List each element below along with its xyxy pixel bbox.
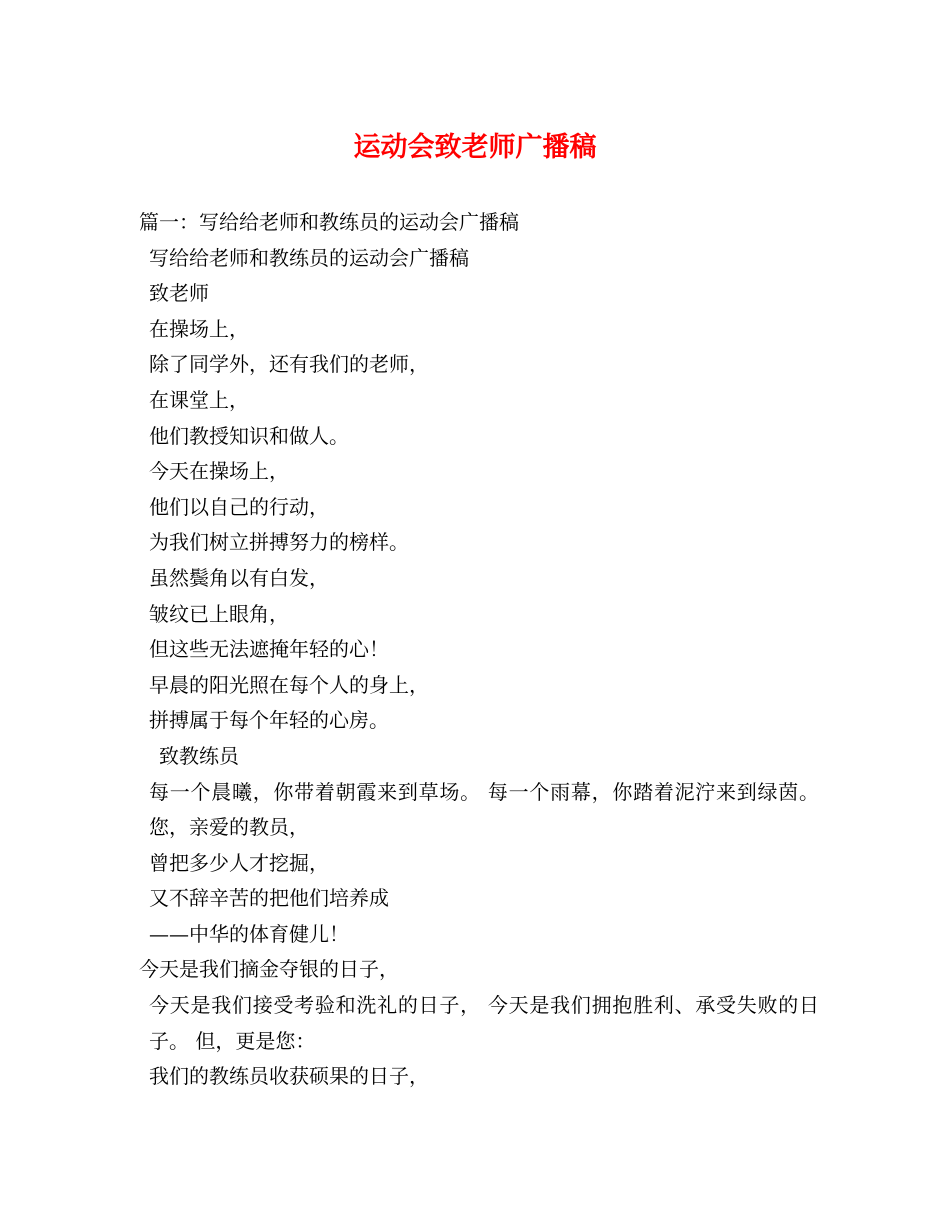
paragraph-line: 但这些无法遮掩年轻的心！ [149,637,389,662]
paragraph-line: 在操场上， [149,316,249,341]
paragraph-line: 我们的教练员收获硕果的日子， [149,1064,429,1089]
paragraph-line: 他们以自己的行动， [149,494,329,519]
paragraph-line: 虽然鬓角以有白发， [149,565,329,590]
subtitle-line: 写给给老师和教练员的运动会广播稿 [149,245,469,270]
paragraph-line: 早晨的阳光照在每个人的身上， [149,672,429,697]
paragraph-line: 今天是我们接受考验和洗礼的日子， 今天是我们拥抱胜利、承受失败的日子。 但，更是您： [149,993,819,1053]
paragraph-line: 为我们树立拼搏努力的榜样。 [149,530,409,555]
paragraph-line: ——中华的体育健儿！ [149,921,349,946]
paragraph-line: 他们教授知识和做人。 [149,423,349,448]
paragraph-line: 今天在操场上， [149,459,289,484]
paragraph-line: 拼搏属于每个年轻的心房。 [149,708,389,733]
section-heading: 篇一：写给给老师和教练员的运动会广播稿 [139,210,519,234]
paragraph-line: 每一个晨曦，你带着朝霞来到草场。 每一个雨幕，你踏着泥泞来到绿茵。 您，亲爱的教员， [149,779,819,840]
document-title: 运动会致老师广播稿 [353,132,597,163]
paragraph-line: 今天是我们摘金夺银的日子， [139,957,399,982]
paragraph-line: 致老师 [149,281,209,306]
document-body [139,205,819,1095]
paragraph-line: 致教练员 [159,743,239,768]
paragraph-line: 除了同学外，还有我们的老师， [149,352,429,377]
paragraph-line: 曾把多少人才挖掘， [149,850,329,875]
paragraph-line: 又不辞辛苦的把他们培养成 [149,886,389,911]
paragraph-line: 在课堂上， [149,387,249,412]
paragraph-line: 皱纹已上眼角， [149,601,289,626]
